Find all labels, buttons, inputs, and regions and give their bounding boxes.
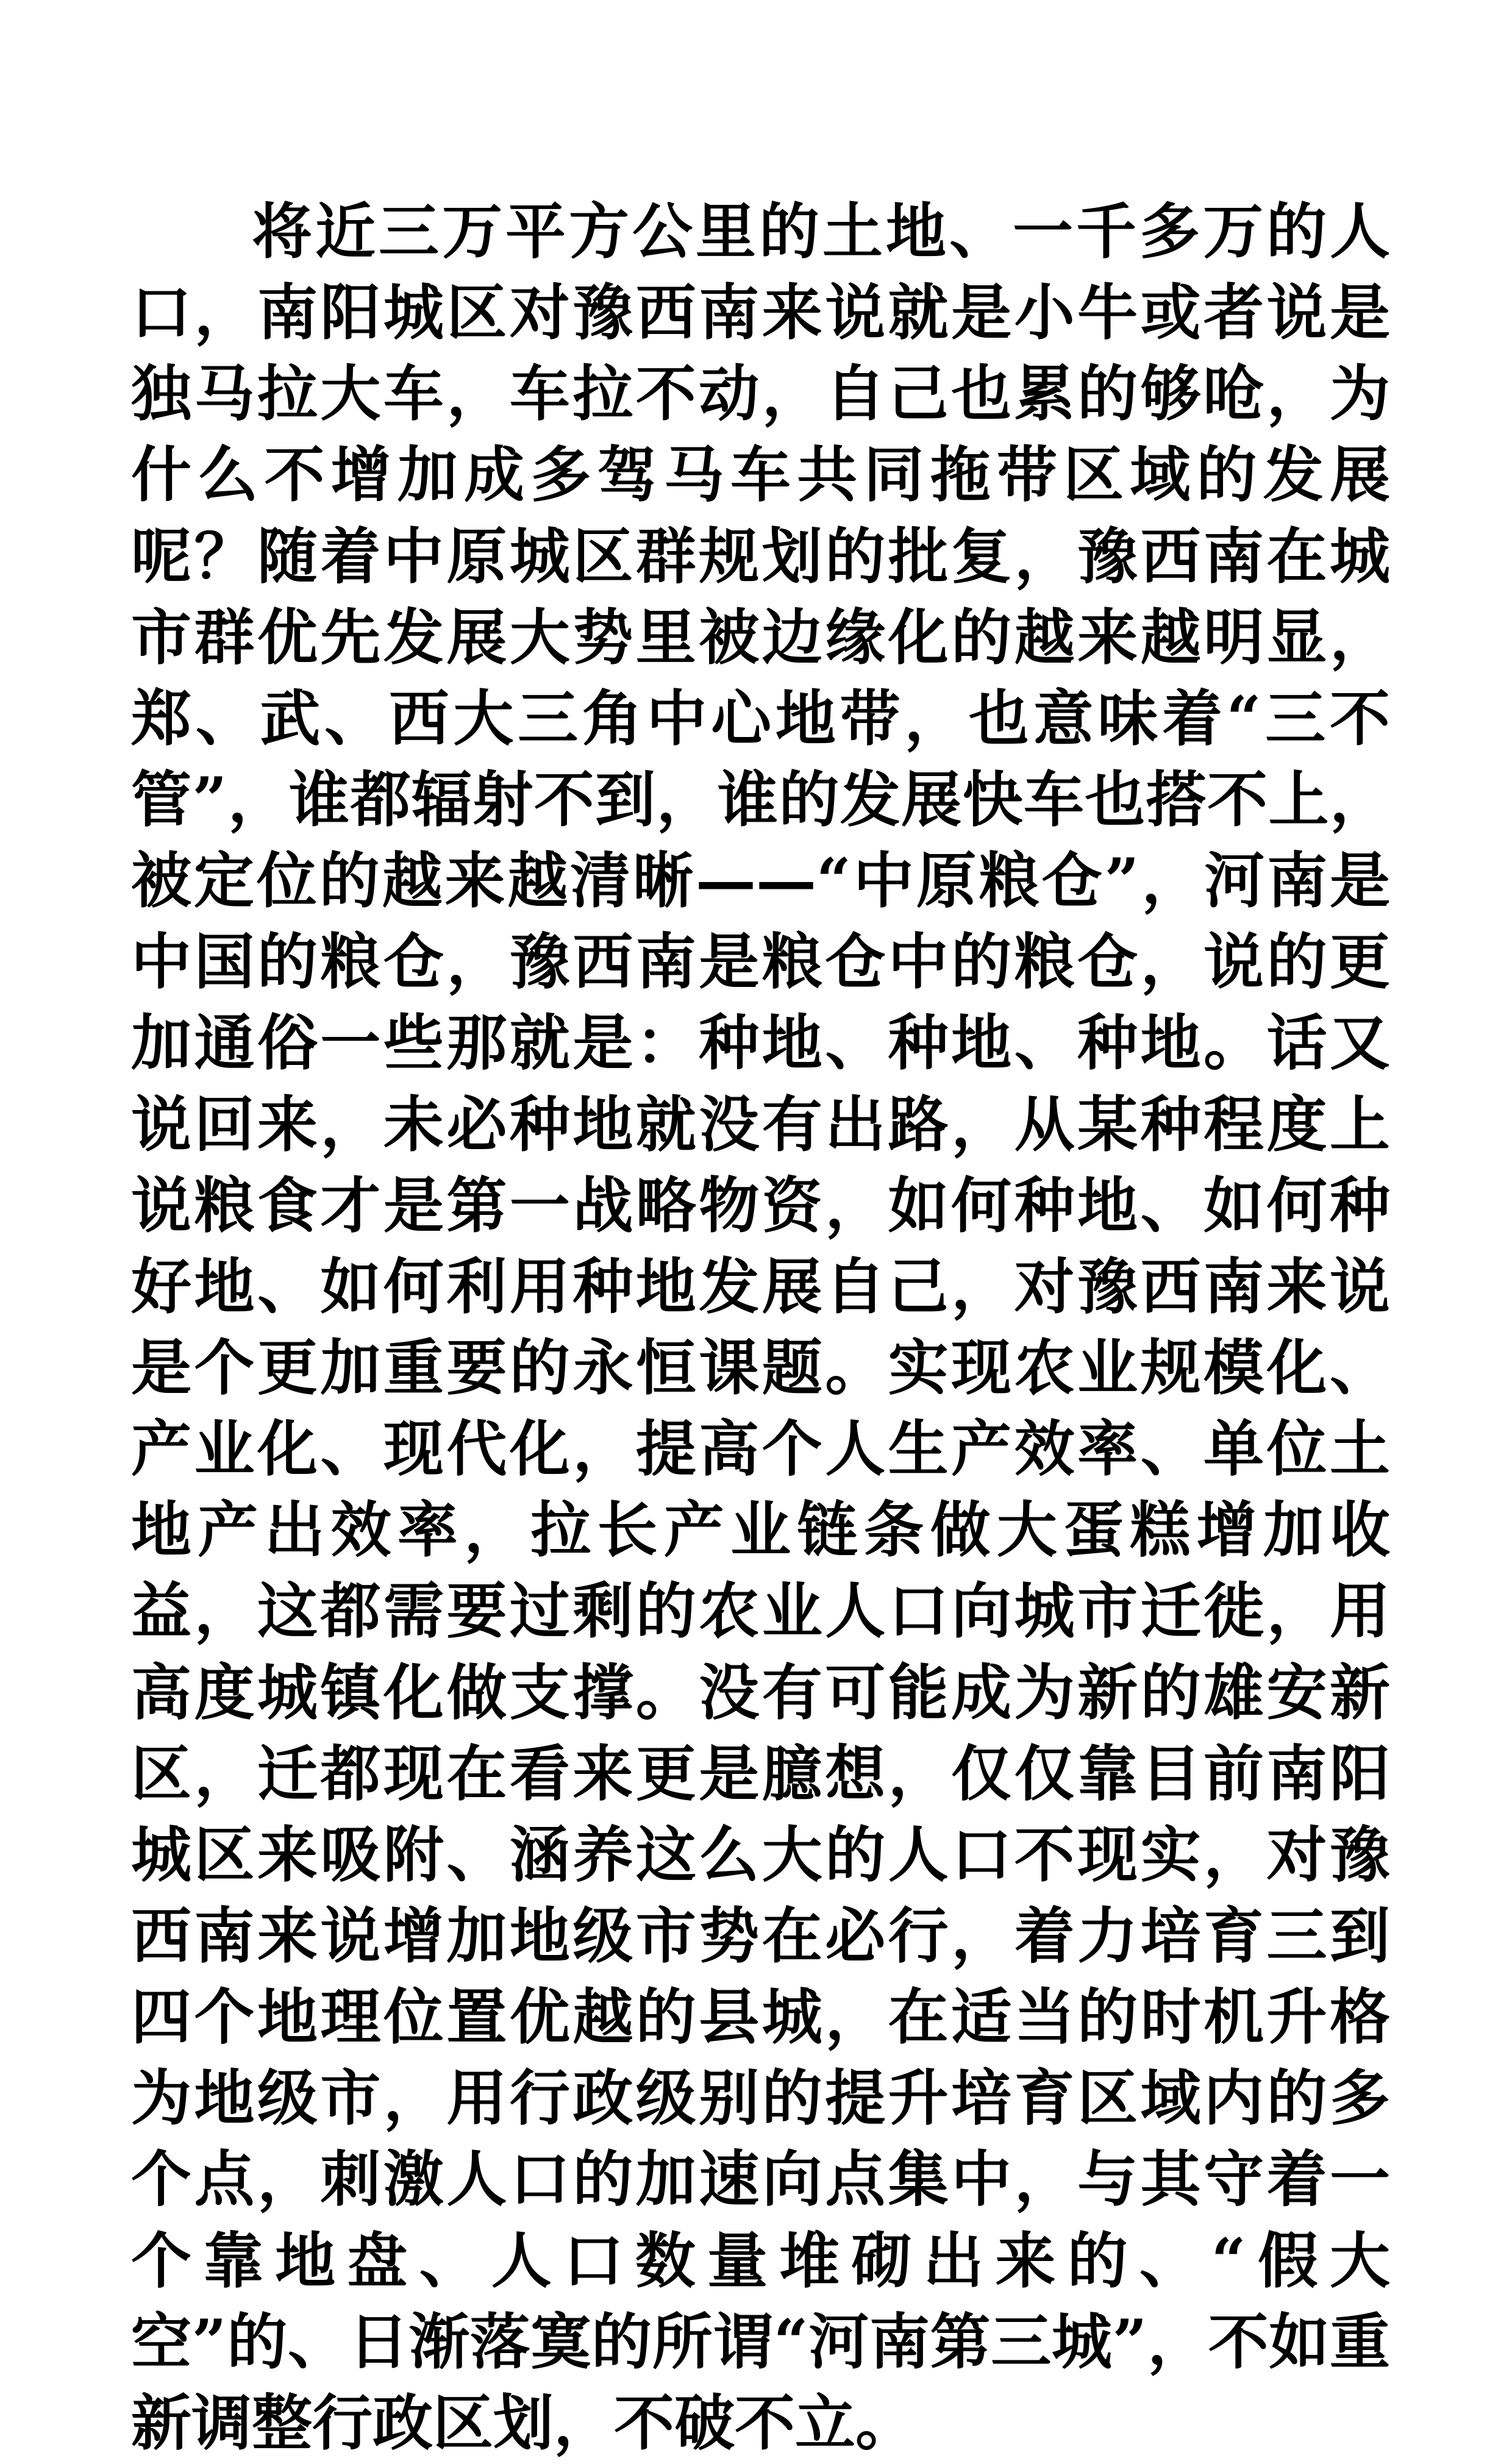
body-paragraph: 将近三万平方公里的土地、一千多万的人口，南阳城区对豫西南来说就是小牛或者说是独马拉大车，车拉不动，自己也累的够呛，为什么不增加成多驾马车共同拖带区域的发展呢？随着中原城区群规划的批复，豫西南在城市群优先发展大势里被边缘化的越来越明显，郑、武、西大三角中心地带，也意味着“三不管”，谁都辐射不到，谁的发展快车也搭不上，被定位的越来越清晰——“中原粮仓”，河南是中国的粮仓，豫西南是粮仓中的粮仓，说的更加通俗一些那就是：种地、种地、种地。话又说回来，未必种地就没有出路，从某种程度上说粮食才是第一战略物资，如何种地、如何种好地、如何利用种地发展自己，对豫西南来说是个更加重要的永恒课题。实现农业规模化、产业化、现代化，提高个人生产效率、单位土地产出效率，拉长产业链条做大蛋糕增加收益，这都需要过剩的农业人口向城市迁徙，用高度城镇化做支撑。没有可能成为新的雄安新区，迁都现在看来更是臆想，仅仅靠目前南阳城区来吸附、涵养这么大的人口不现实，对豫西南来说增加地级市势在必行，着力培育三到四个地理位置优越的县城，在适当的时机升格为地级市，用行政级别的提升培育区域内的多个点，刺激人口的加速向点集中，与其守着一个靠地盘、人口数量堆砌出来的、“假大空”的、日渐落寞的所谓“河南第三城”，不如重新调整行政区划，不破不立。 (131, 196, 1390, 2459)
